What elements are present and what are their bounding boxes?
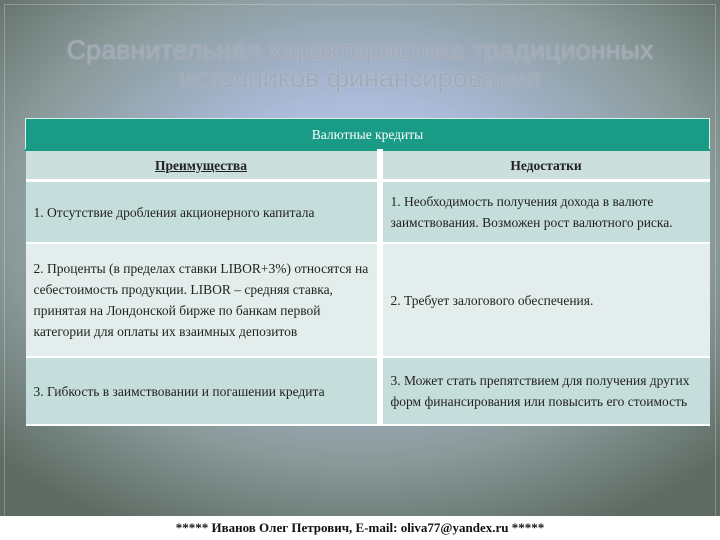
footer-bar [0,516,720,540]
disadvantage-cell: 3. Может стать препятствием для получения других форм финансирования или повысить его стоимость [380,357,710,425]
table-row [26,357,710,425]
slide-title-line-2: источников финансирования [178,63,542,93]
column-headers-row [26,150,710,181]
disadvantage-cell: 2. Требует залогового обеспечения. [380,243,710,357]
comparison-table [25,118,710,426]
column-header-disadvantages: Недостатки [380,150,710,181]
table-row [26,181,710,244]
slide-title-line-1: Сравнительная характеристика традиционных [66,35,654,65]
table-row [26,243,710,357]
footer-author-email: ***** Иванов Олег Петрович, E-mail: oliva77@yandex.ru ***** [175,520,545,535]
advantage-cell: 2. Проценты (в пределах ставки LIBOR+3%) относятся на себестоимость продукции. LIBOR – средняя ставка, принятая на Лондонской бирже по банкам первой категории для оплаты их взаимных депозитов [26,243,380,357]
table-header-row [26,119,710,151]
table-header-title: Валютные кредиты [26,119,710,151]
advantage-cell: 3. Гибкость в заимствовании и погашении кредита [26,357,380,425]
disadvantage-cell: 1. Необходимость получения дохода в валюте заимствования. Возможен рост валютного риска. [380,181,710,244]
advantage-cell: 1. Отсутствие дробления акционерного капитала [26,181,380,244]
column-header-advantages: Преимущества [26,150,380,181]
slide-title [30,36,690,92]
